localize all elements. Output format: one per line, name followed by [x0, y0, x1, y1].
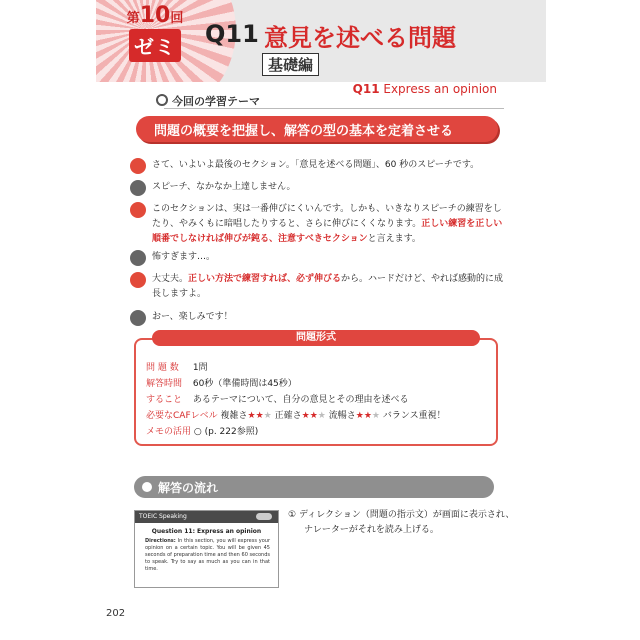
- format-value: 60秒（準備時間は45秒）: [192, 379, 297, 389]
- star-filled-icon: ★: [363, 411, 372, 421]
- circle-bullet-icon: [142, 482, 152, 492]
- star-filled-icon: ★: [255, 411, 264, 421]
- star-empty-icon: ★: [317, 411, 326, 421]
- theme-divider: [164, 108, 504, 109]
- step-text-line-1: ディレクション（問題の指示文）が画面に表示され、: [298, 510, 515, 520]
- page-number: 202: [106, 608, 126, 619]
- student-face-icon: [130, 180, 146, 196]
- dialog-text-part: おー、楽しみです！: [152, 312, 233, 322]
- dialog-text: [152, 202, 506, 247]
- format-key: すること: [146, 395, 183, 405]
- question-title: 意見を述べる問題: [264, 24, 456, 52]
- dialog-text-part: 大丈夫。: [152, 274, 189, 284]
- teacher-face-icon: [130, 272, 146, 288]
- format-row: [146, 410, 446, 422]
- seminar-number-suffix: 回: [170, 11, 184, 26]
- dialog-line: [130, 180, 510, 195]
- theme-text: 問題の概要を把握し、解答の型の基本を定着させる: [154, 124, 454, 139]
- toeic-screen-image: [134, 510, 279, 588]
- teacher-face-icon: [130, 202, 146, 218]
- theme-heading-text: 今回の学習テーマ: [172, 95, 260, 108]
- dialog-text: [152, 250, 506, 265]
- dialog-text-part: から。ハードだけど、やれば感動的に成長しますよ。: [152, 274, 504, 299]
- dialog-text: [152, 310, 506, 325]
- star-filled-icon: ★: [247, 411, 256, 421]
- question-english-text: Express an opinion: [383, 82, 497, 96]
- student-face-icon: [130, 310, 146, 326]
- question-number: Q11: [205, 20, 259, 48]
- dialog-text: [152, 158, 506, 173]
- level-label: 基礎編: [262, 53, 319, 76]
- dialog-line: [130, 202, 510, 247]
- circle-bullet-icon: [156, 94, 168, 106]
- dialog-text-part: と言えます。: [367, 234, 421, 244]
- question-format-box: [134, 332, 498, 446]
- screen-title: TOEIC Speaking: [139, 513, 187, 520]
- dialog-line: [130, 272, 510, 302]
- format-key: 問 題 数: [146, 363, 179, 373]
- answer-flow-label: 解答の流れ: [158, 481, 219, 495]
- format-row: [146, 426, 258, 438]
- dialog-line: [130, 158, 510, 173]
- format-value: 1問: [192, 363, 208, 373]
- dialog-highlight: 正しい練習を正しい順番でしなければ伸びが鈍る、注意すべきセクション: [152, 219, 503, 244]
- format-key: メモの活用: [146, 427, 192, 437]
- caf-label: 流暢さ: [328, 411, 356, 421]
- student-face-icon: [130, 250, 146, 266]
- dialog-text-part: 怖すぎます…。: [152, 252, 216, 262]
- continue-button-icon: [256, 513, 272, 520]
- dialog-line: [130, 250, 510, 265]
- question-english-title: [353, 82, 497, 96]
- seminar-number: [122, 3, 188, 28]
- screen-title-bar: [135, 511, 278, 523]
- teacher-face-icon: [130, 158, 146, 174]
- star-empty-icon: ★: [263, 411, 272, 421]
- caf-label: 複雑さ: [220, 411, 248, 421]
- star-filled-icon: ★: [309, 411, 318, 421]
- screen-question: Question 11: Express an opinion: [151, 528, 262, 535]
- dialog-text: [152, 272, 506, 302]
- format-title: 問題形式: [152, 330, 480, 346]
- chapter-header: [96, 0, 546, 82]
- question-english-number: Q11: [352, 82, 380, 96]
- step-marker: ①: [288, 510, 297, 520]
- format-key: 必要なCAFレベル: [146, 411, 218, 421]
- book-page: [96, 0, 546, 640]
- format-row: [146, 394, 409, 406]
- seminar-number-prefix: 第: [126, 11, 140, 26]
- dialog-text: [152, 180, 506, 195]
- format-value: ○ (p. 222参照): [193, 427, 259, 437]
- answer-flow-heading: [134, 476, 494, 498]
- seminar-label: ゼミ: [129, 29, 181, 62]
- theme-heading: [156, 93, 260, 109]
- seminar-number-value: 10: [139, 3, 171, 28]
- format-row: [146, 362, 208, 374]
- star-filled-icon: ★: [355, 411, 364, 421]
- screen-directions-text: In this section, you will express your opinion on a certain topic. You will be given 45 seconds of preparation time and then 60 seconds to speak. Try to say as much as you can in that time.: [145, 538, 270, 572]
- dialog-text-part: スピーチ、なかなか上達しません。: [152, 182, 296, 192]
- screen-directions-label: Directions:: [145, 538, 176, 544]
- flow-step-1: [288, 508, 514, 538]
- dialog-text-part: さて、いよいよ最後のセクション。「意見を述べる問題」、60 秒のスピーチです。: [152, 160, 480, 170]
- theme-banner: [136, 116, 498, 142]
- format-value: あるテーマについて、自分の意見とその理由を述べる: [192, 395, 409, 405]
- star-empty-icon: ★: [371, 411, 380, 421]
- format-row: [146, 378, 297, 390]
- seminar-badge: [122, 3, 188, 64]
- screen-directions: [145, 538, 270, 573]
- format-key: 解答時間: [146, 379, 183, 389]
- caf-label: 正確さ: [274, 411, 302, 421]
- dialog-text-part: このセクションは、実は一番伸びにくいんです。しかも、いきなりスピーチの練習をしたり、やみくもに暗唱したりすると、さらに伸びにくくなります。: [152, 204, 502, 229]
- caf-note: バランス重視！: [382, 411, 446, 421]
- step-text-line-2: ナレーターがそれを読み上げる。: [304, 525, 439, 535]
- dialog-highlight: 正しい方法で練習すれば、必ず伸びる: [188, 274, 342, 284]
- star-filled-icon: ★: [301, 411, 310, 421]
- dialog-line: [130, 310, 510, 325]
